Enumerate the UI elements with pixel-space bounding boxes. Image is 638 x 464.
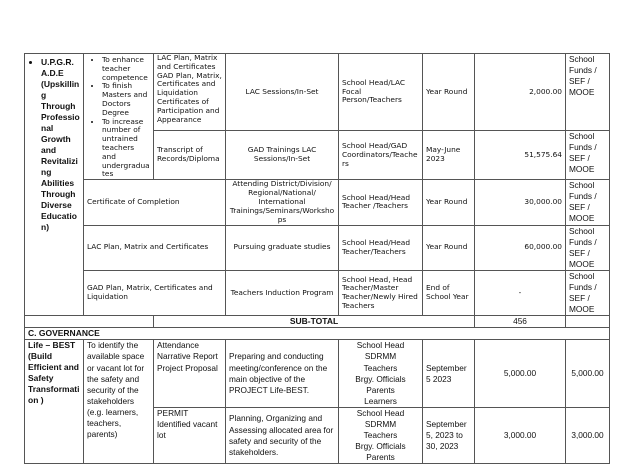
- table-row: [25, 180, 610, 225]
- person-line: SDRMM: [364, 419, 397, 430]
- governance-area-cell: Life – BEST (Build Efficient and Safety Transformation ): [25, 340, 84, 464]
- activity-cell: GAD Trainings LAC Sessions/In-Set: [226, 131, 339, 180]
- subtotal-value: 456: [475, 316, 566, 328]
- objectives-cell: [84, 54, 154, 180]
- cost-cell: 5,000.00: [566, 340, 610, 408]
- cost-cell: 3,000.00: [566, 407, 610, 463]
- persons-involved-cell: School Head/Head Teacher /Teachers: [339, 180, 423, 225]
- fund-source-cell: School Funds / SEF / MOOE: [566, 270, 610, 315]
- persons-involved-cell: School Head/Head Teacher/Teachers: [339, 225, 423, 270]
- table-row: [25, 225, 610, 270]
- persons-involved-cell: School Head, Head Teacher/Master Teacher/Newly Hired Teachers: [339, 270, 423, 315]
- persons-involved-cell: School Head/LAC Focal Person/Teachers: [339, 54, 423, 131]
- subtotal-spacer: [25, 316, 154, 328]
- person-line: Parents: [366, 452, 395, 463]
- person-line: Teachers: [363, 430, 398, 441]
- activity-cell: Teachers Induction Program: [226, 270, 339, 315]
- mov-cell: LAC Plan, Matrix and Certificates GAD Plan, Matrix, Certificates and Liquidation Certificates of Participation and Appearance: [154, 54, 226, 131]
- activity-cell: Planning, Organizing and Assessing allocated area for safety and security of the stakeholders.: [226, 407, 339, 463]
- persons-involved-cell: School Head/GAD Coordinators/Teachers: [339, 131, 423, 180]
- amount-cell: 60,000.00: [475, 225, 566, 270]
- amount-cell: 51,575.64: [475, 131, 566, 180]
- person-line: Parents: [366, 384, 395, 395]
- time-frame-cell: Year Round: [423, 180, 475, 225]
- fund-source-cell: School Funds / SEF / MOOE: [566, 131, 610, 180]
- amount-cell: 2,000.00: [475, 54, 566, 131]
- time-frame-cell: End of School Year: [423, 270, 475, 315]
- persons-involved-cell: [339, 407, 423, 463]
- persons-involved-cell: [339, 340, 423, 408]
- focus-area-cell: [25, 54, 84, 316]
- mov-cell: Certificate of Completion: [84, 180, 226, 225]
- time-frame-cell: Year Round: [423, 225, 475, 270]
- time-frame-cell: Year Round: [423, 54, 475, 131]
- section-heading-row: [25, 328, 610, 340]
- subtotal-row: [25, 316, 610, 328]
- objectives-list: [87, 56, 150, 179]
- amount-cell: -: [475, 270, 566, 315]
- mov-cell: Attendance Narrative Report Project Proposal: [154, 340, 226, 408]
- subtotal-label: SUB-TOTAL: [154, 316, 475, 328]
- focus-area-title: • U.P.G.R.A.D.E (Upskilling Through Professional Growth and Revitalizing Abilities Through Diverse Education): [41, 57, 80, 233]
- time-frame-cell: May-June 2023: [423, 131, 475, 180]
- time-frame-cell: September 5, 2023 to 30, 2023: [423, 407, 475, 463]
- amount-cell: 3,000.00: [475, 407, 566, 463]
- action-plan-table: [24, 53, 610, 464]
- objective-item: • To enhance teacher competence: [102, 56, 150, 82]
- subtotal-empty: [566, 316, 610, 328]
- person-line: Brgy. Officials: [355, 373, 406, 384]
- section-heading: C. GOVERNANCE: [25, 328, 610, 340]
- person-line: School Head: [356, 407, 405, 418]
- table-row: [25, 54, 610, 131]
- fund-source-cell: School Funds / SEF / MOOE: [566, 54, 610, 131]
- table-row: [25, 270, 610, 315]
- fund-source-cell: School Funds / SEF / MOOE: [566, 225, 610, 270]
- amount-cell: 5,000.00: [475, 340, 566, 408]
- activity-cell: Attending District/Division/ Regional/National/ International Trainings/Seminars/Workshops: [226, 180, 339, 225]
- fund-source-cell: School Funds / SEF / MOOE: [566, 180, 610, 225]
- person-line: Brgy. Officials: [355, 441, 406, 452]
- mov-cell: Transcript of Records/Diploma: [154, 131, 226, 180]
- mov-cell: LAC Plan, Matrix and Certificates: [84, 225, 226, 270]
- activity-cell: LAC Sessions/In-Set: [226, 54, 339, 131]
- mov-cell: PERMIT Identified vacant lot: [154, 407, 226, 463]
- activity-cell: Preparing and conducting meeting/conference on the main objective of the PROJECT Life-BEST.: [226, 340, 339, 408]
- person-line: Teachers: [363, 362, 398, 373]
- focus-area-list: [28, 57, 80, 233]
- table-row: [25, 340, 610, 408]
- person-line: SDRMM: [364, 351, 397, 362]
- activity-cell: Pursuing graduate studies: [226, 225, 339, 270]
- person-line: School Head: [356, 340, 405, 351]
- objective-item: • To finish Masters and Doctors Degree: [102, 82, 150, 117]
- person-line: Learners: [364, 395, 397, 406]
- governance-objective-cell: To identify the available space or vacant lot for the safety and security of the stakeholders (e.g. learners, teachers, parents): [84, 340, 154, 464]
- objective-item: • To increase number of untrained teachers and undergraduates: [102, 118, 150, 180]
- time-frame-cell: September 5 2023: [423, 340, 475, 408]
- amount-cell: 30,000.00: [475, 180, 566, 225]
- mov-cell: GAD Plan, Matrix, Certificates and Liquidation: [84, 270, 226, 315]
